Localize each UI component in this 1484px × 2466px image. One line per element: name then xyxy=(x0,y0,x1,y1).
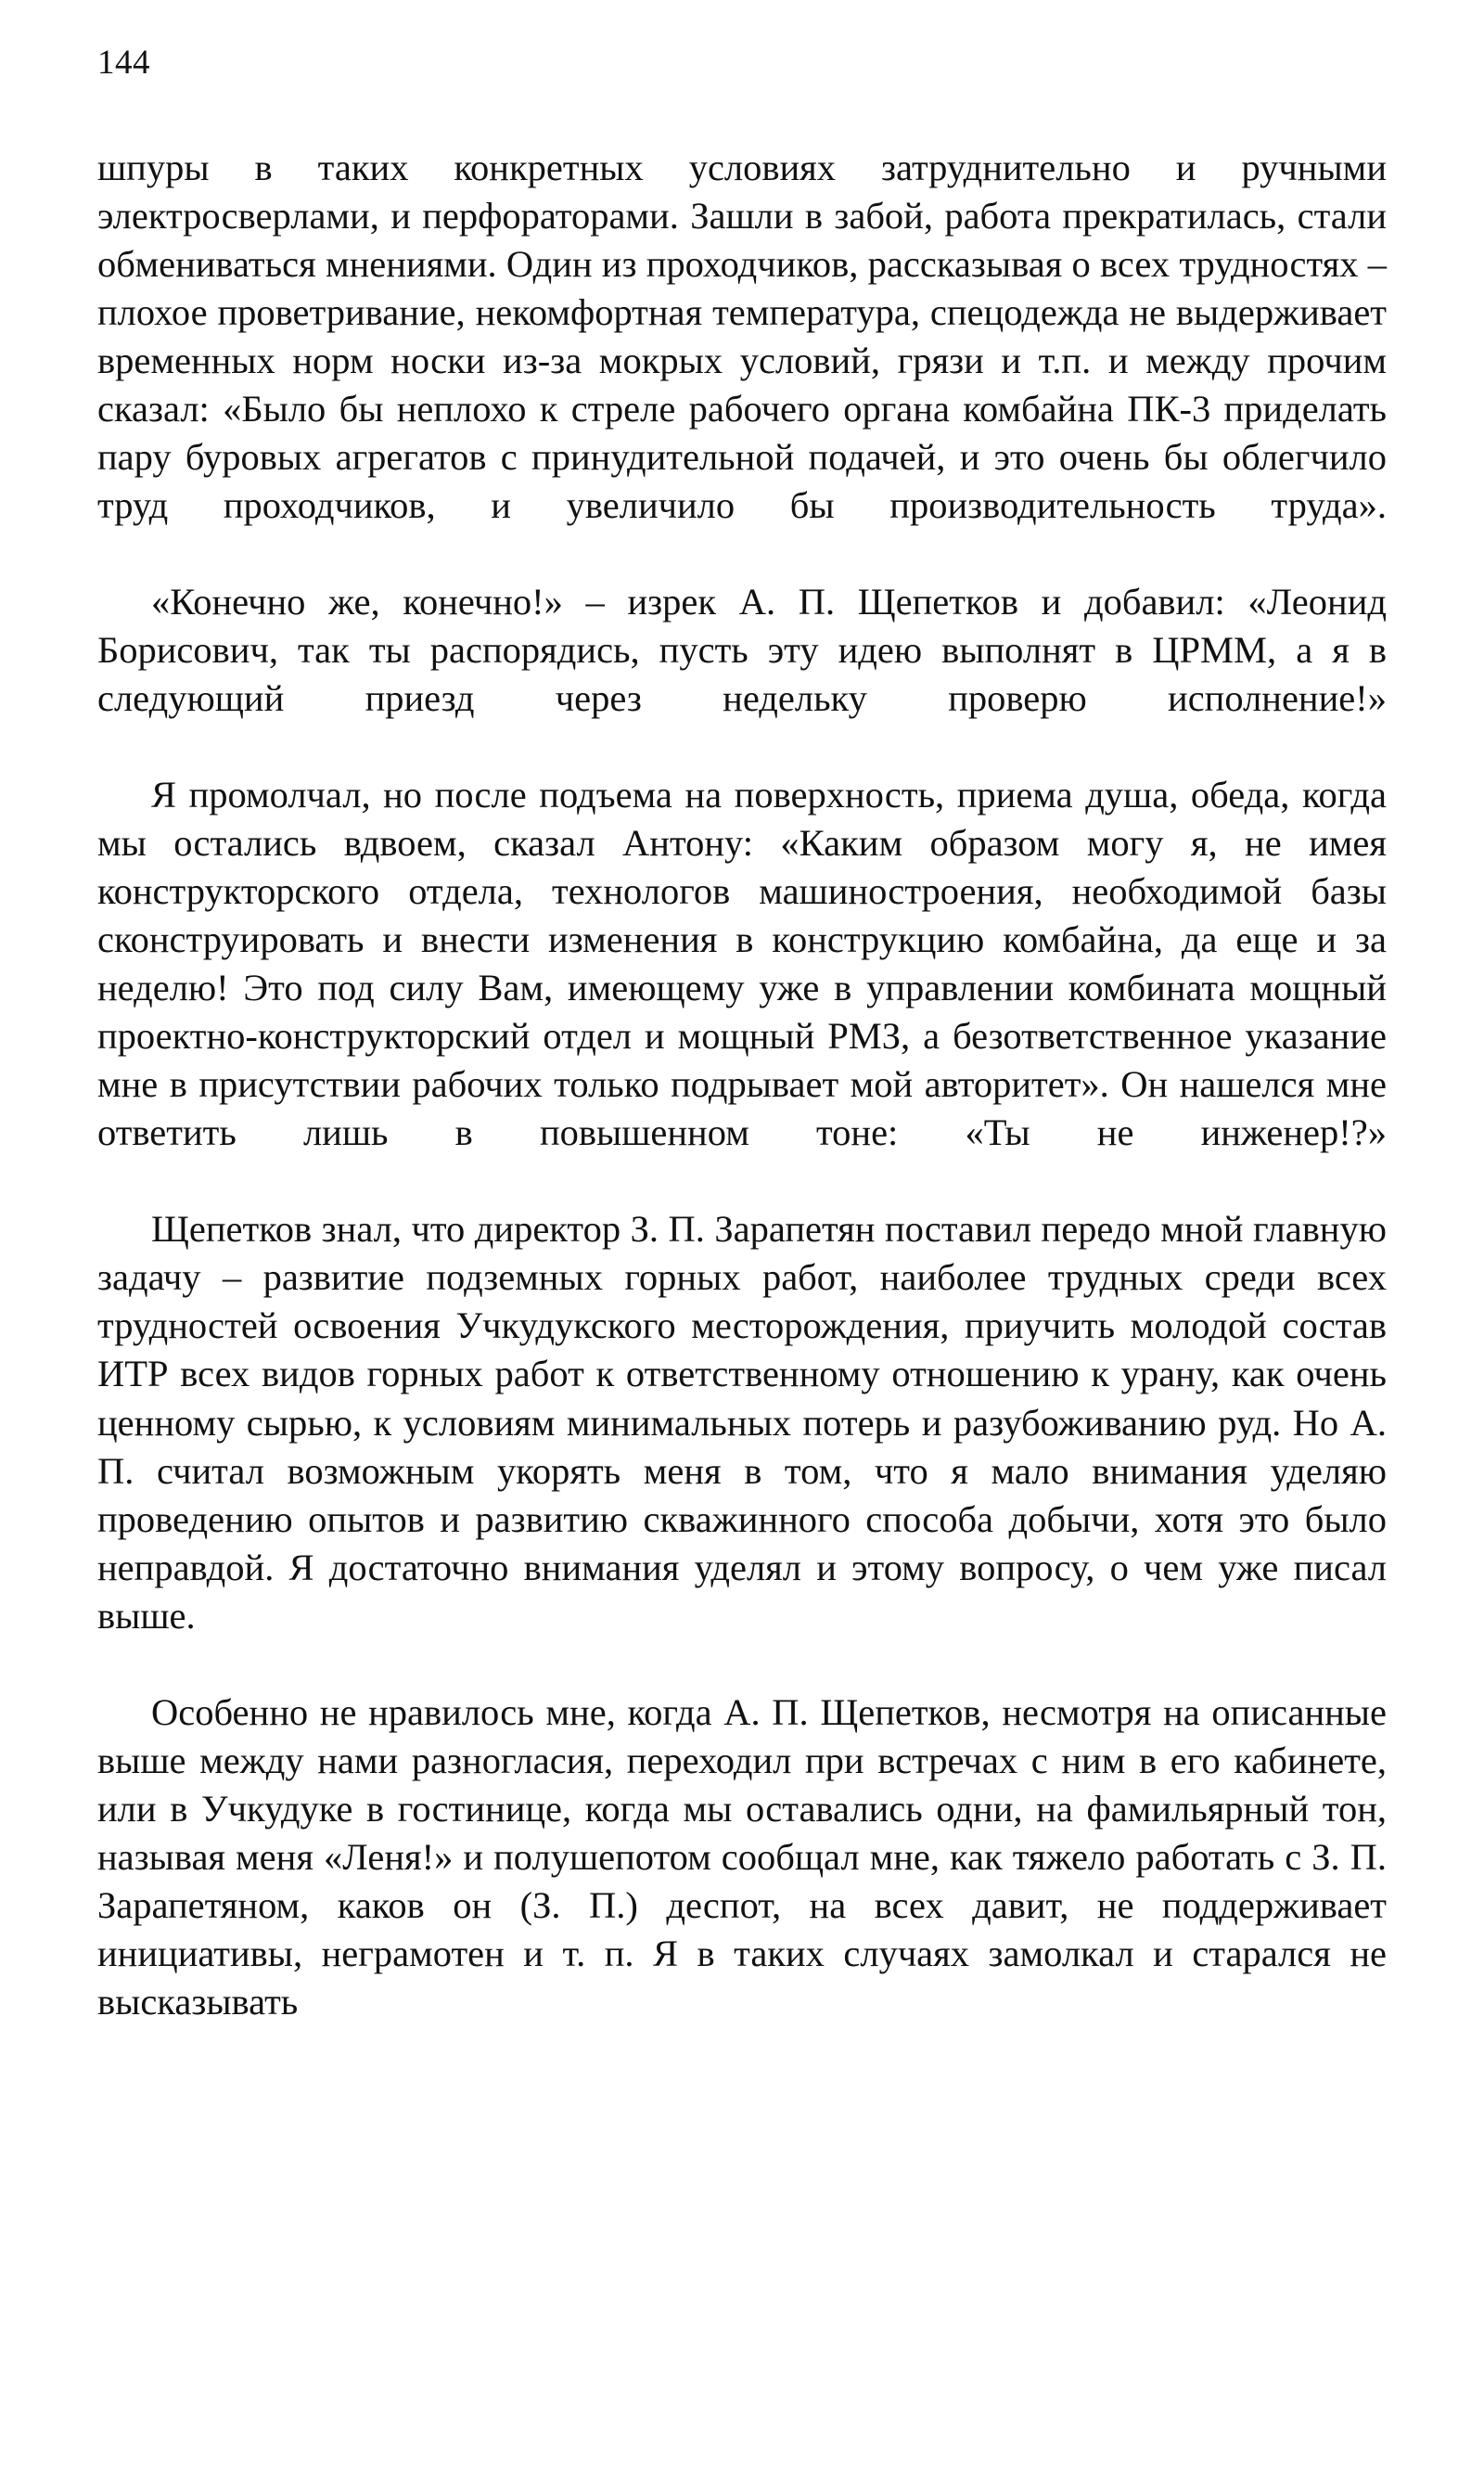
paragraph: Щепетков знал, что директор З. П. Зарапетян поставил передо мной главную задачу – развитие подземных горных работ, наиболее трудных среди всех трудностей освоения Учкудукского месторождения, приучить молодой состав ИТР всех видов горных работ к ответственному отношению к урану, как очень ценному сырью, к условиям минимальных потерь и разубоживанию руд. Но А. П. считал возможным укорять меня в том, что я мало внимания уделяю проведению опытов и развитию скважинного способа добычи, хотя это было неправдой. Я достаточно внимания уделял и этому вопросу, о чем уже писал выше. xyxy=(97,1208,1387,1637)
paragraph: шпуры в таких конкретных условиях затруднительно и ручными электросверлами, и перфораторами. Зашли в забой, работа прекратилась, стали обмениваться мнениями. Один из проходчиков, рассказывая о всех трудностях – плохое проветривание, некомфортная температура, спецодежда не выдерживает временных норм носки из-за мокрых условий, грязи и т.п. и между прочим сказал: «Было бы неплохо к стреле рабочего органа комбайна ПК-3 приделать пару буровых агрегатов с принудительной подачей, и это очень бы облегчило труд проходчиков, и увеличило бы производительность труда». xyxy=(97,146,1387,526)
paragraph: Особенно не нравилось мне, когда А. П. Щепетков, несмотря на описанные выше между нами разногласия, переходил при встречах с ним в его кабинете, или в Учкудуке в гостинице, когда мы оставались одни, на фамильярный тон, называя меня «Леня!» и полушепотом сообщал мне, как тяжело работать с З. П. Зарапетяном, каков он (З. П.) деспот, на всех давит, не поддерживает инициативы, неграмотен и т. п. Я в таких случаях замолкал и старался не высказывать xyxy=(97,1690,1387,2023)
page-number: 144 xyxy=(97,44,150,82)
paragraph: Я промолчал, но после подъема на поверхность, приема душа, обеда, когда мы остались вдвоем, сказал Антону: «Каким образом могу я, не имея конструкторского отдела, технологов машиностроения, необходимой базы сконструировать и внести изменения в конструкцию комбайна, да еще и за неделю! Это под силу Вам, имеющему уже в управлении комбината мощный проектно-конструкторский отдел и мощный РМЗ, а безответственное указание мне в присутствии рабочих только подрывает мой авторитет». Он нашелся мне ответить лишь в повышенном тоне: «Ты не инженер!?» xyxy=(97,774,1387,1154)
body-text xyxy=(97,144,1387,2026)
paragraph: «Конечно же, конечно!» – изрек А. П. Щепетков и добавил: «Леонид Борисович, так ты распорядись, пусть эту идею выполнят в ЦРММ, а я в следующий приезд через недельку проверю исполнение!» xyxy=(97,580,1387,720)
